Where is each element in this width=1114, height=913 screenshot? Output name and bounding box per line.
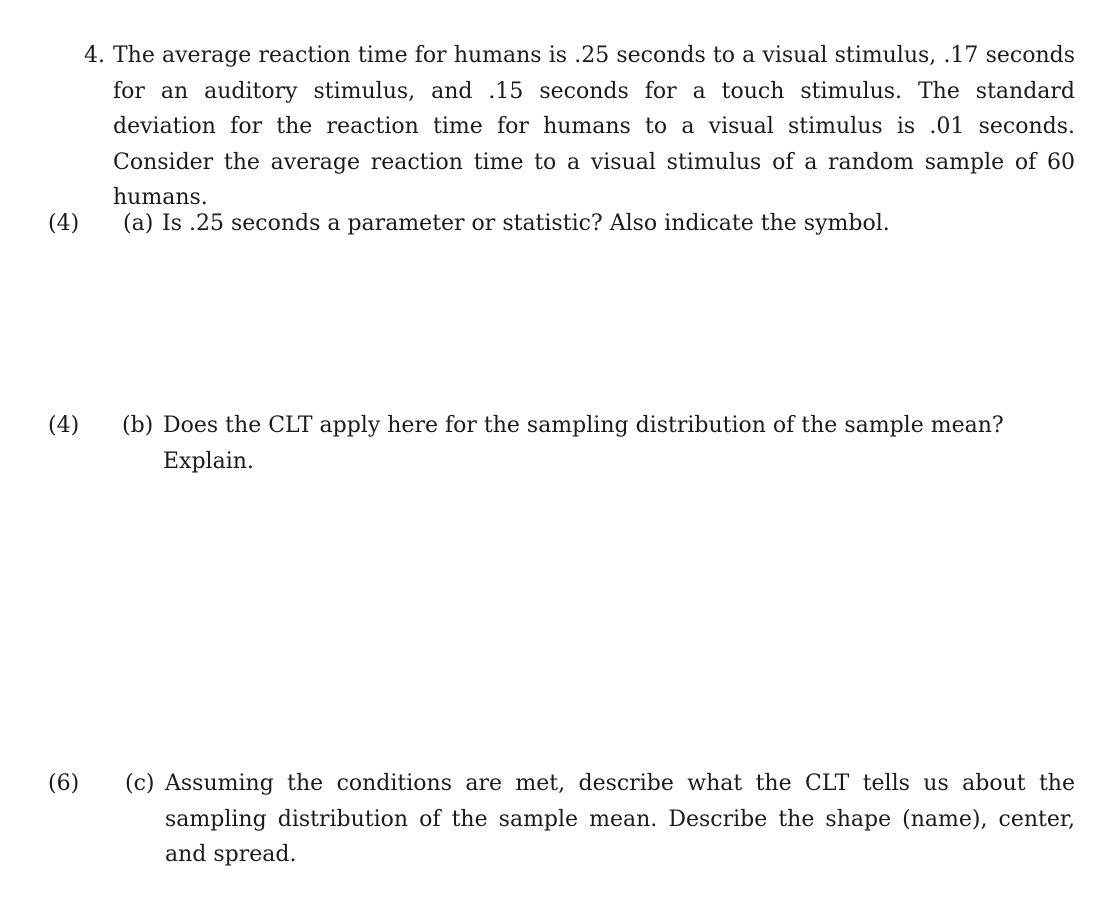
question-stem: The average reaction time for humans is .25 seconds to a visual stimulus, .17 seconds for an auditory stimulus, and .15 seconds for a touch stimulus. The standard deviation for the reaction time for humans to a visual stimulus is .01 seconds. Consider the average reaction time to a visual stimulus of a random sample of 60 humans. [113,43,1075,210]
part-b-text: Does the CLT apply here for the sampling distribution of the sample mean? Explain. [163,413,1004,474]
points-part-b: (4) [48,413,80,438]
part-c-label: (c) [125,771,155,796]
part-a-text: Is .25 seconds a parameter or statistic? Also indicate the symbol. [162,211,890,236]
part-a-label: (a) [123,211,154,236]
question-number: 4. [84,43,105,68]
points-part-c: (6) [48,771,80,796]
part-b-label: (b) [122,413,154,438]
part-c-text: Assuming the conditions are met, describe what the CLT tells us about the sampling distribution of the sample mean. Describe the shape (name), center, and spread. [165,771,1075,867]
points-part-a: (4) [48,211,80,236]
